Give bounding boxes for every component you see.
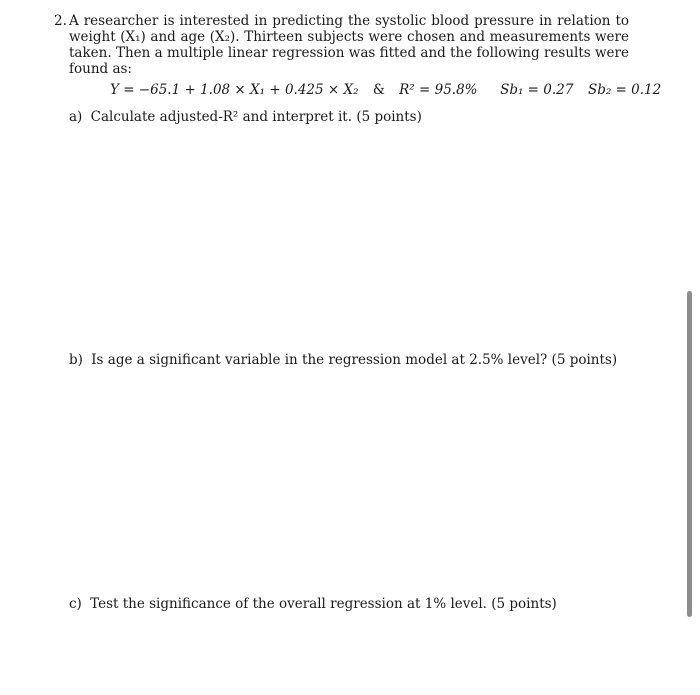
- problem-number: 2.: [54, 13, 67, 29]
- scrollbar-thumb[interactable]: [687, 291, 692, 617]
- question-part-c: [69, 596, 557, 612]
- part-b-label: b): [69, 352, 83, 368]
- question-part-a: [69, 109, 422, 125]
- part-a-text: Calculate adjusted-R² and interpret it. (5 points): [90, 109, 422, 125]
- part-a-label: a): [69, 109, 83, 125]
- question-part-b: [69, 352, 617, 368]
- part-c-text: Test the significance of the overall regression at 1% level. (5 points): [90, 596, 557, 612]
- r-squared-value: R² = 95.8%: [399, 82, 478, 98]
- se-b1-value: Sb₁ = 0.27: [500, 82, 574, 98]
- problem-statement: A researcher is interested in predicting the systolic blood pressure in relation to weight (X₁) and age (X₂). Thirteen subjects were chosen and measurements were taken. Then a multiple linear regression was fitted and the following results were found as:: [69, 13, 629, 77]
- regression-equation: [110, 81, 661, 99]
- equation-separator: &: [372, 82, 385, 98]
- part-b-text: Is age a significant variable in the regression model at 2.5% level? (5 points): [91, 352, 618, 368]
- part-c-label: c): [69, 596, 82, 612]
- se-b2-value: Sb₂ = 0.12: [587, 82, 662, 98]
- regression-model: Y = −65.1 + 1.08 × X₁ + 0.425 × X₂: [110, 82, 359, 98]
